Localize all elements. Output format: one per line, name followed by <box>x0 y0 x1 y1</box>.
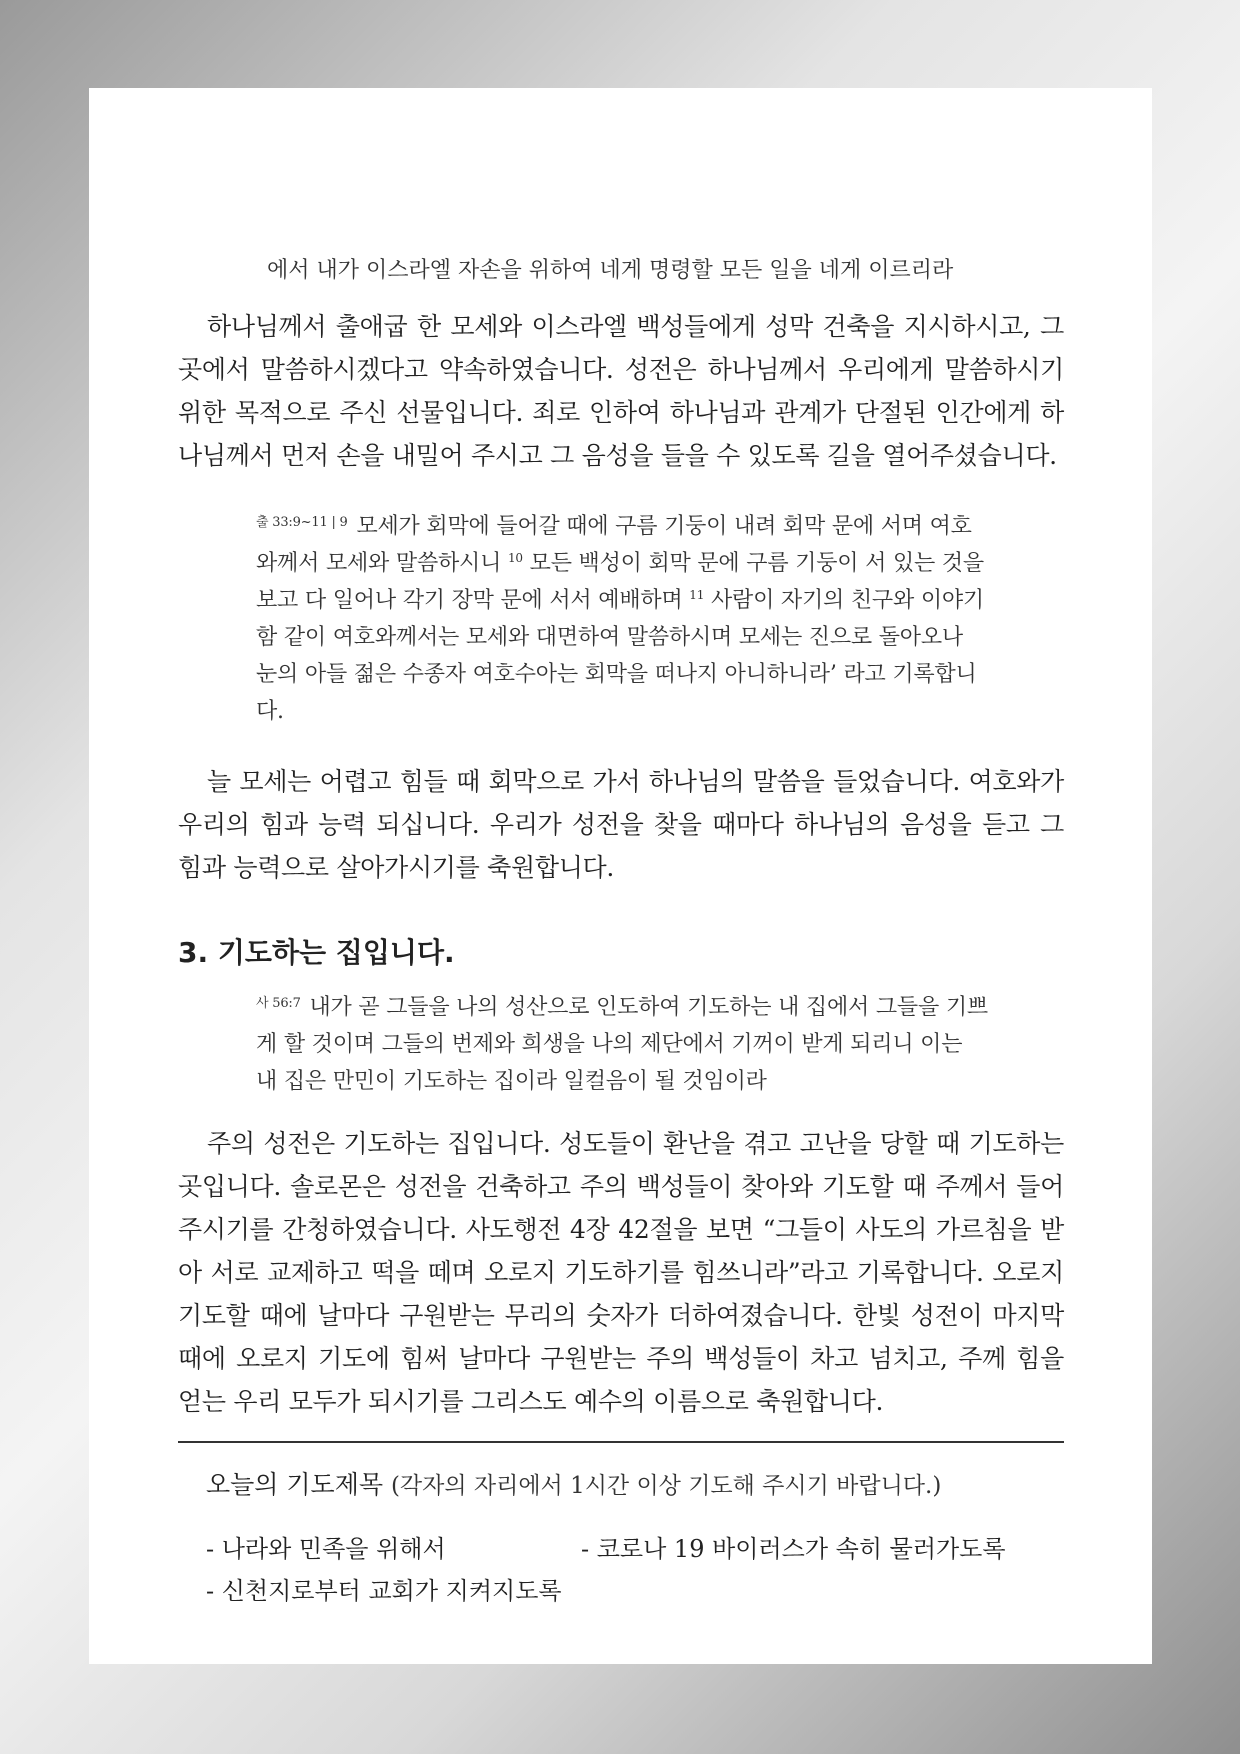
top-verse-line: 에서 내가 이스라엘 자손을 위하여 네게 명령할 모든 일을 네게 이르리라 <box>267 258 954 283</box>
page <box>89 88 1152 1664</box>
paragraph-3: 주의 성전은 기도하는 집입니다. 성도들이 환난을 겪고 고난을 당할 때 기도하는 곳입니다. 솔로몬은 성전을 건축하고 주의 백성들이 찾아와 기도할 때 주께서 들어주시기를 간청하였습니다. 사도행전 4장 42절을 보면 “그들이 사도의 가르침을 받아 서로 교제하고 떡을 떼며 오로지 기도하기를 힘쓰니라”라고 기록합니다. 오로지 기도할 때에 날마다 구원받는 무리의 숫자가 더하여졌습니다. 한빛 성전이 마지막 때에 오로지 기도에 힘써 날마다 구원받는 주의 백성들이 차고 넘치고, 주께 힘을 얻는 우리 모두가 되시기를 그리스도 예수의 이름으로 축원합니다. <box>178 1129 1064 1416</box>
verse-number-11: 11 <box>689 588 705 602</box>
scripture-reference: 출 33:9~11 | 9 <box>256 515 348 530</box>
prayer-title: 오늘의 기도제목 <box>206 1470 383 1499</box>
verse-number-10: 10 <box>507 551 523 565</box>
prayer-list <box>178 1529 1064 1609</box>
quote-text-part1: 모세가 회막에 들어갈 때에 구름 기둥이 내려 회막 문에 서며 여호와께서 모세와 말씀하시니 <box>256 514 972 576</box>
prayer-subtitle: (각자의 자리에서 1시간 이상 기도해 주시기 바랍니다.) <box>390 1473 942 1499</box>
scripture-reference: 사 56:7 <box>256 996 301 1011</box>
paragraph-1: 하나님께서 출애굽 한 모세와 이스라엘 백성들에게 성막 건축을 지시하시고, 그곳에서 말씀하시겠다고 약속하였습니다. 성전은 하나님께서 우리에게 말씀하시기 위한 목적으로 주신 선물입니다. 죄로 인하여 하나님과 관계가 단절된 인간에게 하나님께서 먼저 손을 내밀어 주시고 그 음성을 들을 수 있도록 길을 열어주셨습니다. <box>178 312 1064 470</box>
prayer-item: - 코로나 19 바이러스가 속히 물러가도록 <box>581 1535 1006 1563</box>
quote-text: 내가 곧 그들을 나의 성산으로 인도하여 기도하는 내 집에서 그들을 기쁘게 할 것이며 그들의 번제와 희생을 나의 제단에서 기꺼이 받게 되리니 이는 내 집은 만민이 기도하는 집이라 일컬음이 될 것임이라 <box>256 995 988 1094</box>
section-heading-3: 3. 기도하는 집입니다. <box>178 936 455 969</box>
scripture-quote-exodus <box>256 504 989 730</box>
prayer-title-row <box>178 1465 1064 1501</box>
paragraph-2: 늘 모세는 어렵고 힘들 때 회막으로 가서 하나님의 말씀을 들었습니다. 여호와가 우리의 힘과 능력 되십니다. 우리가 성전을 찾을 때마다 하나님의 음성을 듣고 그 힘과 능력으로 살아가시기를 축원합니다. <box>178 767 1064 882</box>
divider <box>178 1441 1064 1443</box>
quote-text-part3: 사람이 자기의 친구와 이야기함 같이 여호와께서는 모세와 대면하여 말씀하시며 모세는 진으로 돌아오나 눈의 아들 젊은 수종자 여호수아는 회막을 떠나지 아니하니라’ 라고 기록합니다. <box>256 588 984 724</box>
scripture-quote-isaiah <box>256 985 989 1100</box>
prayer-item: - 신천지로부터 교회가 지켜지도록 <box>206 1577 562 1605</box>
page-content <box>178 168 1064 1609</box>
quote-text-part2: 모든 백성이 회막 문에 구름 기둥이 서 있는 것을 보고 다 일어나 각기 장막 문에 서서 예배하며 <box>256 551 984 613</box>
prayer-item: - 나라와 민족을 위해서 <box>206 1535 446 1563</box>
